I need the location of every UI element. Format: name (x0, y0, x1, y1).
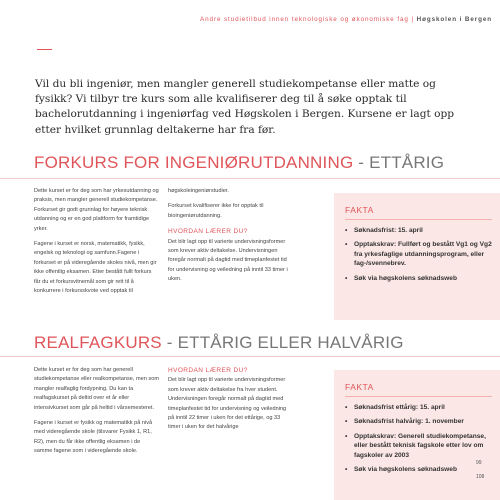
section-heading-realfag (34, 333, 404, 353)
paragraph: Dette kurset er for deg som har generell studiekompetanse eller realkompetanse, men som mangler realfaglig fordypning. Du kan ta realfagskurset på deltid over et år eller intensivkurset som går på heltid i vårsemesteret. (34, 367, 159, 411)
realfag-column-1 (34, 366, 159, 463)
section-duration: - ETTÅRIG (353, 153, 445, 172)
fakta-box-forkurs (334, 193, 500, 320)
section-title: REALFAGKURS (34, 333, 162, 352)
subheading-learning: HVORDAN LÆRER DU? (168, 367, 248, 374)
section-title: FORKURS FOR INGENIØRUTDANNING (34, 153, 354, 172)
section-divider (0, 356, 500, 357)
page-number: 99 (476, 460, 482, 466)
forkurs-column-2 (168, 187, 293, 291)
fakta-item: • Søknadsfrist halvårig: 1. november (345, 417, 492, 426)
fakta-item: • Opptakskrav: Fullført og bestått Vg1 og Vg2 fra yrkesfaglige utdanningsprogram, eller fag-/svennebrev. (345, 240, 492, 268)
fakta-item: • Søknadsfrist: 15. april (345, 226, 492, 235)
section-divider (0, 178, 500, 179)
forkurs-column-1 (34, 187, 159, 302)
section-duration: - ETTÅRIG ELLER HALVÅRIG (161, 333, 404, 352)
paragraph: Det blir lagt opp til varierte undervisningsformer som krever aktiv deltakelse. Undervisningen foregår normalt på dagtid med timeplanfestet tid for undervisning og veiledning på inntil 33 timer i uken. (168, 238, 288, 283)
fakta-item: • Søk via høgskolens søknadsweb (345, 274, 492, 283)
running-header (200, 16, 492, 23)
paragraph: Det blir lagt opp til varierte undervisningsformer som krever aktiv deltakelse fra hver student. Undervisningen foregår normalt på dagtid med timeplanfestet tid for undervisning og veiledning på inntil 22 timer i uken for det ettårige, og 33 timer i uken for det halvårige (168, 377, 287, 431)
fakta-title: FAKTA (345, 382, 492, 397)
fakta-list (345, 403, 492, 474)
realfag-column-2 (168, 366, 293, 439)
accent-line (37, 49, 52, 50)
fakta-box-realfag (334, 370, 500, 500)
fakta-item: • Søknadsfrist ettårig: 15. april (345, 403, 492, 412)
subheading-learning: HVORDAN LÆRER DU? (168, 228, 248, 236)
paragraph: høgskoleingeniørstudier. (168, 188, 229, 194)
fakta-item: • Søk via høgskolens søknadsweb (345, 465, 492, 474)
fakta-title: FAKTA (345, 205, 492, 220)
fakta-item: • Opptakskrav: Generell studiekompetanse, eller bestått teknisk fagskole etter lov om fagskoler av 2003 (345, 432, 492, 460)
paragraph: Forkurset kvalifiserer ikke for opptak til bioingeniørutdanning. (168, 203, 264, 219)
intro-paragraph: Vil du bli ingeniør, men mangler generell studiekompetanse eller matte og fysikk? Vi tilbyr tre kurs som alle kvalifiserer deg til å søke opptak til bachelorutdanning i ingeniørfag ved Høgskolen i Bergen. Kursene er lagt opp etter hvilket grunnlag deltakerne har fra før. (35, 78, 455, 136)
section-heading-forkurs (34, 153, 444, 173)
paragraph: Fagene i kurset er norsk, matematikk, fysikk, engelsk og teknologi og samfunn.Fagene i forkurset er på videregående skoles nivå, men gir ikke offentlig eksamen. Etter bestått fullt forkurs får du et forkursvitnemål som gir rett til å konkurrere i forkursskvote ved opptak til (34, 241, 157, 295)
header-section-name: Andre studietilbud innen teknologiske og økonomiske fag | (200, 16, 417, 23)
paragraph: Fagene i kurset er fysikk og matematikk på nivå med videregående skole (tilsvarer Fysikk 1, R1, R2), men du får ikke offentlig eksamen i de samme fagene som i videregående skole. (34, 420, 153, 455)
header-institution: Høgskolen i Bergen (416, 16, 492, 23)
page-number: 108 (476, 474, 485, 480)
fakta-list (345, 226, 492, 283)
paragraph: Dette kurset er for deg som har yrkesutdanning og praksis, men mangler generell studiekompetanse. Forkurset gir godt grunnlag for høyere teknisk utdanning og er en god plattform for framtidige yrker. (34, 188, 159, 232)
